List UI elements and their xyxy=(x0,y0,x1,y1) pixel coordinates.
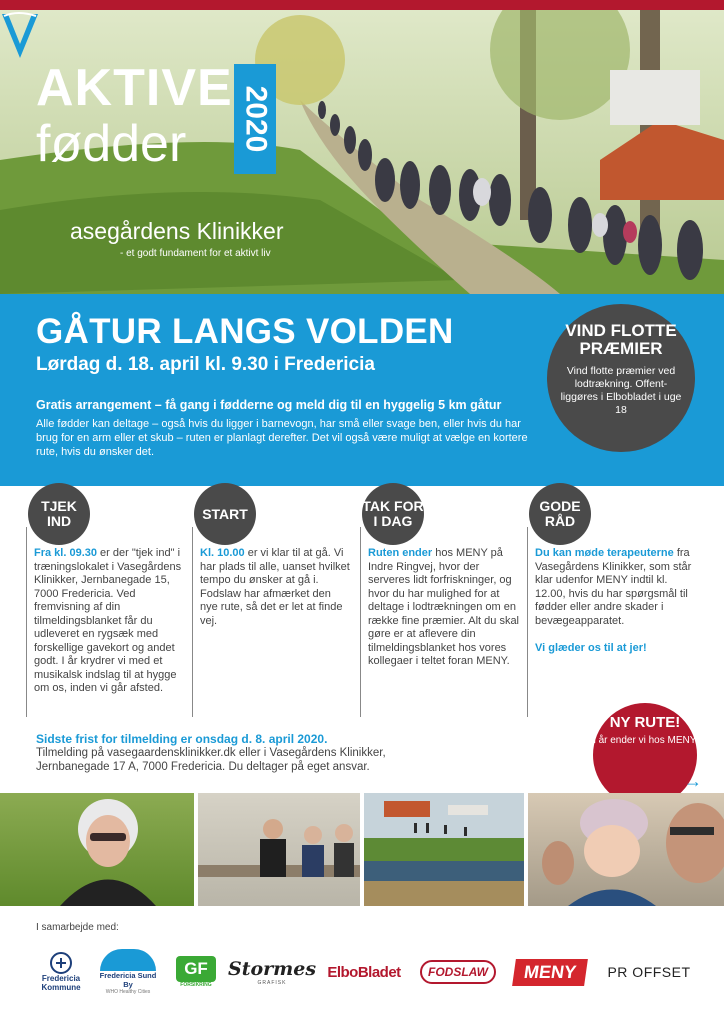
intro-bold: Gratis arrangement – få gang i fødderne og meld dig til en hyggelig 5 km gåtur xyxy=(36,398,502,412)
logo-stormes-text: Stormes xyxy=(227,958,317,980)
badge-advice: GODE RÅD xyxy=(529,483,591,545)
column-divider xyxy=(527,527,528,717)
column-text xyxy=(200,547,350,628)
photo-people-bench xyxy=(198,793,360,906)
top-accent-bar xyxy=(0,0,724,10)
column-text xyxy=(34,547,182,696)
column-lead: Du kan møde terapeuterne xyxy=(535,547,674,559)
badge-checkin: TJEK IND xyxy=(28,483,90,545)
column-text xyxy=(368,547,520,669)
column-divider xyxy=(192,527,193,717)
column-body: er vi klar til at gå. Vi har plads til alle, uanset hvilket tempo du ønsker at gå i. Fodslaw har afmærket den nye rute, så det er let at finde vej. xyxy=(200,547,350,627)
logo-stormes-sub: GRAFISK xyxy=(257,980,287,986)
new-route-badge xyxy=(593,703,697,807)
logo-meny-text: MENY xyxy=(512,959,588,986)
year-text: 2020 xyxy=(239,85,272,153)
logo-fodslaw xyxy=(420,948,496,996)
photo-baby-and-man xyxy=(528,793,724,906)
arrow-right-icon: → xyxy=(684,771,702,791)
badge-start: START xyxy=(194,483,256,545)
column-body: er der "tjek ind" i træningslokalet i Vasegårdens Klinikker, Jernbanegade 15, 7000 Fredericia. Ved fremvisning af din tilmeldingsblanket får du udleveret en rygsæk med forskellige gavekort og andet godt. I år krydrer vi med et musikalsk indslag til at hygge om os, inden vi går afsted. xyxy=(34,547,182,694)
registration-deadline: Sidste frist for tilmelding er onsdag d. 8. april 2020. xyxy=(36,732,328,746)
intro-text: Alle fødder kan deltage – også hvis du ligger i barnevogn, har små eller svage ben, eller hvis du har brug for en arm eller et skub – ruten er planlagt derefter. Det vil også være muligt at vælge en kortere rute, hvis du ønsker det. xyxy=(36,418,528,458)
logo-meny xyxy=(510,948,590,996)
column-lead: Ruten ender xyxy=(368,547,433,559)
fredericia-crest-icon xyxy=(50,952,72,974)
logo-gf xyxy=(174,948,218,996)
title-fodder: fødder xyxy=(36,115,187,173)
photo-smiling-woman xyxy=(0,793,194,906)
column-lead: Kl. 10.00 xyxy=(200,547,245,559)
logo-pr-offset xyxy=(604,948,694,996)
year-badge xyxy=(234,64,276,174)
photo-strip xyxy=(0,793,724,906)
vasegaarden-logo-icon xyxy=(0,10,40,62)
logo-tagline: - et godt fundament for et aktivt liv xyxy=(120,248,271,259)
registration-text: Tilmelding på vasegaardensklinikker.dk eller i Vasegårdens Klinikker, Jernbanegade 17 A, 7000 Fredericia. Du deltager på eget ansvar. xyxy=(36,747,386,773)
photo-lake-walkers xyxy=(364,793,524,906)
logo-fodslaw-text: FODSLAW xyxy=(420,960,496,984)
logo-name: asegårdens Klinikker xyxy=(70,218,284,244)
prize-text: Vind flotte præmier ved lodtrækning. Offent-liggøres i Elbobladet i uge 18 xyxy=(560,365,682,416)
logo-elbobladet-text: ElboBladet xyxy=(327,963,401,981)
logo-pr-offset-text: PR OFFSET xyxy=(607,964,691,980)
hero-photo xyxy=(0,10,724,294)
logo-fredericia-kommune-text: Fredericia Kommune xyxy=(41,974,81,992)
column-divider xyxy=(26,527,27,717)
event-headline: GÅTUR LANGS VOLDEN xyxy=(36,312,454,351)
new-route-title: NY RUTE! xyxy=(609,714,681,731)
logo-stormes xyxy=(227,948,317,996)
logo-fsb-text: Fredericia Sund By xyxy=(99,971,157,989)
prize-title: VIND FLOTTE PRÆMIER xyxy=(565,321,677,358)
partner-logos xyxy=(36,948,696,998)
logo-fredericia-sund-by xyxy=(96,948,160,996)
event-date: Lørdag d. 18. april kl. 9.30 i Fredericia xyxy=(36,354,375,375)
logo-gf-text: GF xyxy=(176,956,216,982)
new-route-text: i år ender vi hos MENY xyxy=(593,735,697,746)
badge-thanks: TAK FOR I DAG xyxy=(362,483,424,545)
logo-fredericia-kommune xyxy=(36,948,86,996)
partners-label: I samarbejde med: xyxy=(36,922,119,933)
title-aktive: AKTIVE xyxy=(36,59,233,117)
column-lead: Fra kl. 09.30 xyxy=(34,547,97,559)
prize-badge xyxy=(547,304,695,452)
column-text xyxy=(535,547,695,655)
logo-gf-sub: FORSIKRING xyxy=(180,982,212,988)
column-body: fra Vasegårdens Klinikker, som står klar udenfor MENY indtil kl. 12.00, hvis du har spørgsmål til fødder eller andre skader i bevægeapparatet. xyxy=(535,547,692,627)
logo-elbobladet xyxy=(322,948,406,996)
column-body: hos MENY på Indre Ringvej, hvor der serveres lidt forfriskninger, og hvor du har mulighed for at deltage i lodtrækningen om en række fine præmier. Alt du skal gøre er at aflevere din tilmeldingsblanket hos vores kollegaer i teltet foran MENY. xyxy=(368,547,520,667)
column-closing: Vi glæder os til at jer! xyxy=(535,641,647,654)
logo-fsb-sub: WHO Healthy Cities xyxy=(105,989,151,995)
column-divider xyxy=(360,527,361,717)
